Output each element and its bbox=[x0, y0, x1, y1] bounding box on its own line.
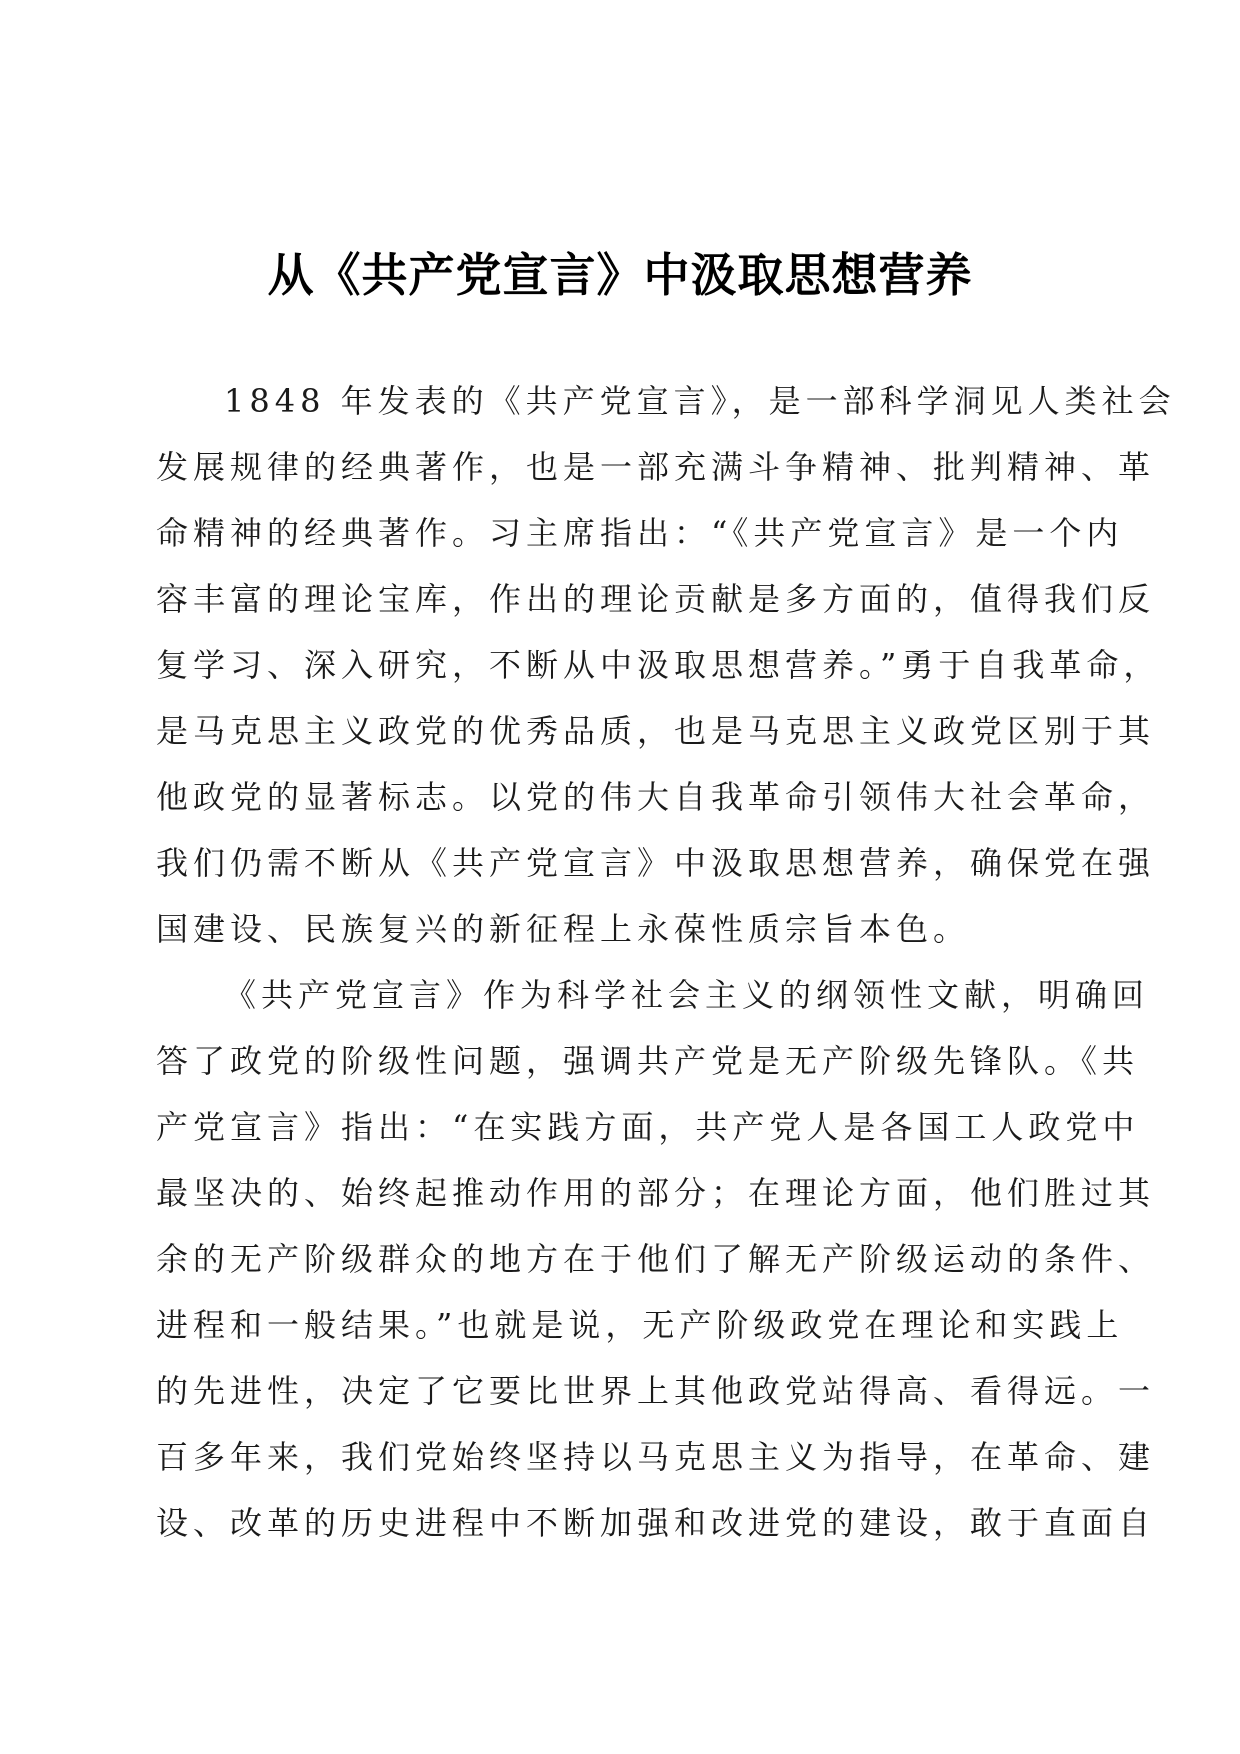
document-body bbox=[156, 368, 1176, 1556]
text-line: 最坚决的、始终起推动作用的部分；在理论方面，他们胜过其 bbox=[156, 1174, 1156, 1212]
text-line: 进程和一般结果。”也就是说，无产阶级政党在理论和实践上 bbox=[156, 1306, 1124, 1344]
text-line: 的先进性，决定了它要比世界上其他政党站得高、看得远。一 bbox=[156, 1372, 1156, 1410]
text-line: 发展规律的经典著作，也是一部充满斗争精神、批判精神、革 bbox=[156, 448, 1156, 486]
text-line: 产党宣言》指出：“在实践方面，共产党人是各国工人政党中 bbox=[156, 1108, 1140, 1146]
text-line: 《共产党宣言》作为科学社会主义的纲领性文献，明确回 bbox=[224, 976, 1150, 1014]
paragraph bbox=[156, 962, 1156, 1556]
text-line: 设、改革的历史进程中不断加强和改进党的建设，敢于直面自 bbox=[156, 1504, 1156, 1542]
text-line: 命精神的经典著作。习主席指出：“《共产党宣言》是一个内 bbox=[156, 514, 1124, 552]
text-line: 复学习、深入研究，不断从中汲取思想营养。”勇于自我革命， bbox=[156, 646, 1161, 684]
text-line: 百多年来，我们党始终坚持以马克思主义为指导，在革命、建 bbox=[156, 1438, 1156, 1476]
text-line: 容丰富的理论宝库，作出的理论贡献是多方面的，值得我们反 bbox=[156, 580, 1156, 618]
text-line: 1848 年发表的《共产党宣言》，是一部科学洞见人类社会 bbox=[224, 382, 1176, 420]
document-title: 从《共产党宣言》中汲取思想营养 bbox=[267, 248, 973, 302]
text-line: 是马克思主义政党的优秀品质，也是马克思主义政党区别于其 bbox=[156, 712, 1156, 750]
text-line: 我们仍需不断从《共产党宣言》中汲取思想营养，确保党在强 bbox=[156, 844, 1156, 882]
text-line: 余的无产阶级群众的地方在于他们了解无产阶级运动的条件、 bbox=[156, 1240, 1156, 1278]
text-line: 他政党的显著标志。以党的伟大自我革命引领伟大社会革命， bbox=[156, 778, 1156, 816]
text-line: 国建设、民族复兴的新征程上永葆性质宗旨本色。 bbox=[156, 910, 971, 948]
text-line: 答了政党的阶级性问题，强调共产党是无产阶级先锋队。《共 bbox=[156, 1042, 1140, 1080]
paragraph bbox=[156, 368, 1176, 962]
